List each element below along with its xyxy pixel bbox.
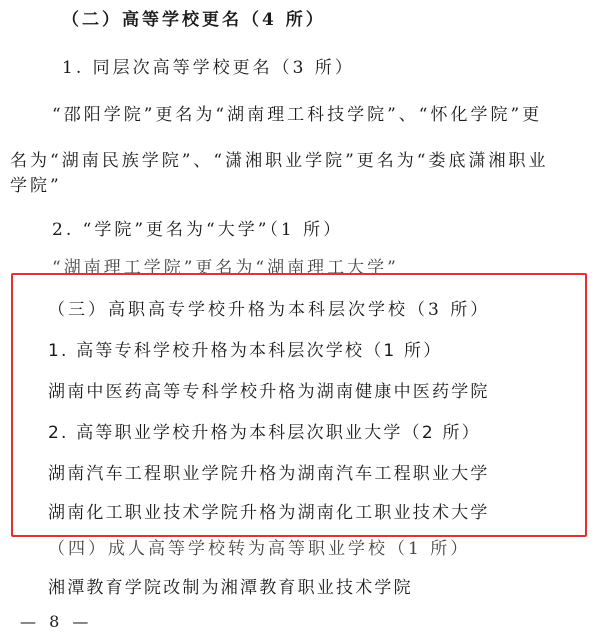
- page-number: — 8 —: [20, 612, 93, 631]
- paragraph-line: 名为“湖南民族学院”、“潇湘职业学院”更名为“娄底潇湘职业: [10, 151, 549, 171]
- paragraph-line: 学院”: [10, 176, 62, 196]
- paragraph-line: “邵阳学院”更名为“湖南理工科技学院”、“怀化学院”更: [52, 105, 543, 125]
- subsection-heading-3-2: 2. 高等职业学校升格为本科层次职业大学（2 所）: [48, 423, 481, 443]
- section-heading-2: （二）高等学校更名（4 所）: [62, 10, 326, 30]
- subsection-heading-2-1: 1. 同层次高等学校更名（3 所）: [62, 58, 355, 78]
- paragraph-line: 湘潭教育学院改制为湘潭教育职业技术学院: [48, 578, 413, 598]
- paragraph-line: 湖南化工职业技术学院升格为湖南化工职业技术大学: [48, 503, 490, 523]
- section-heading-3: （三）高职高专学校升格为本科层次学校（3 所）: [48, 300, 491, 320]
- paragraph-line: 湖南汽车工程职业学院升格为湖南汽车工程职业大学: [48, 464, 490, 484]
- subsection-heading-3-1: 1. 高等专科学校升格为本科层次学校（1 所）: [48, 341, 443, 361]
- section-heading-4: （四）成人高等学校转为高等职业学校（1 所）: [48, 539, 471, 559]
- subsection-heading-2-2: 2. “学院”更名为“大学”（1 所）: [52, 220, 344, 240]
- paragraph-line: “湖南理工学院”更名为“湖南理工大学”: [52, 258, 399, 278]
- paragraph-line: 湖南中医药高等专科学校升格为湖南健康中医药学院: [48, 382, 490, 402]
